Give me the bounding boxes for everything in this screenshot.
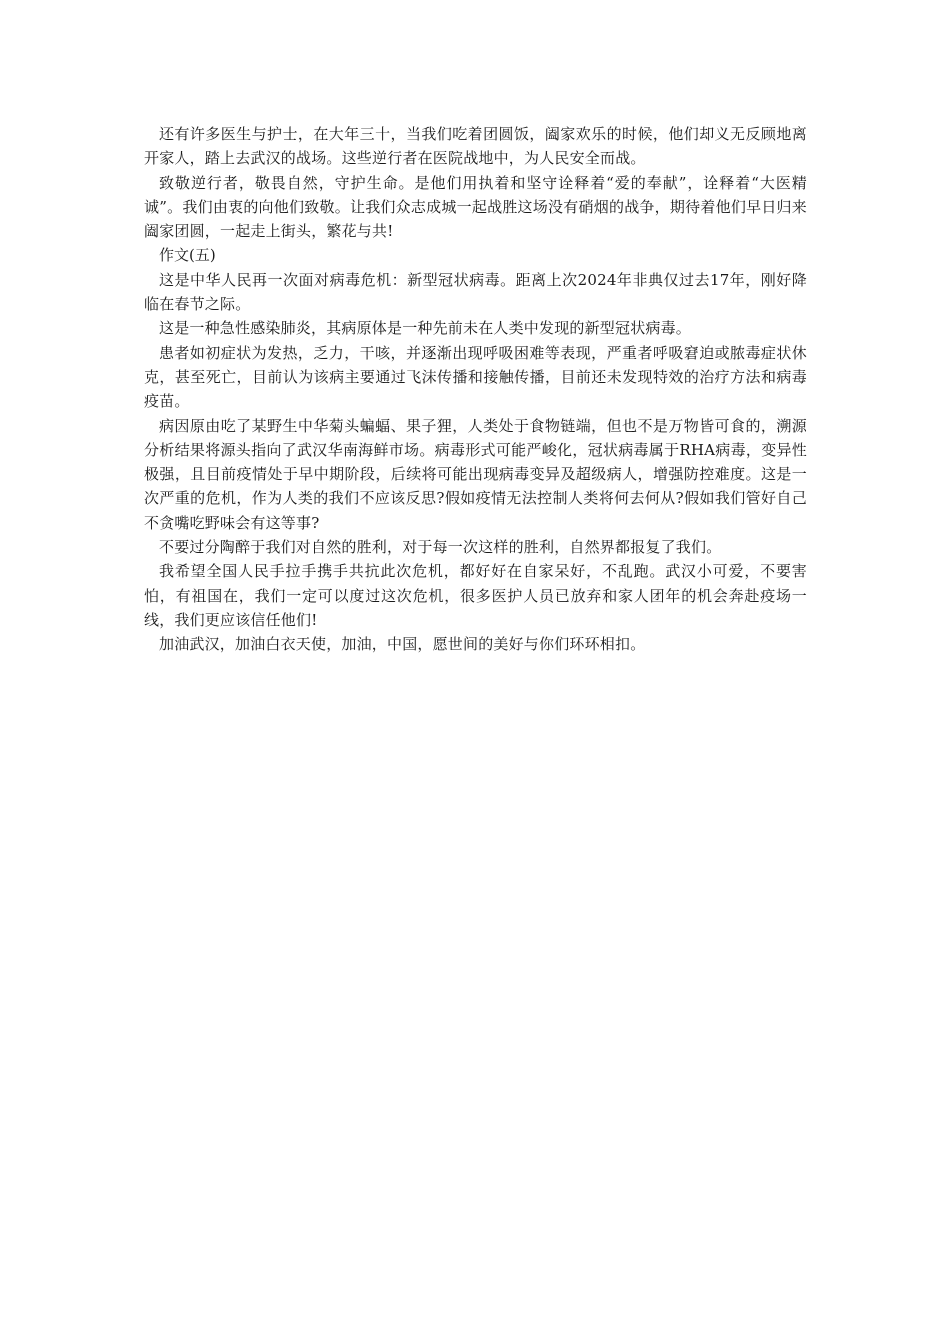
paragraph-8: 我希望全国人民手拉手携手共抗此次危机，都好好在自家呆好，不乱跑。武汉小可爱，不要害怕，有祖国在，我们一定可以度过这次危机，很多医护人员已放弃和家人团年的机会奔赴疫场一线，我们更应该信任他们! [144, 562, 807, 629]
paragraph-9: 加油武汉，加油白衣天使，加油，中国，愿世间的美好与你们环环相扣。 [159, 635, 646, 654]
paragraph-1: 还有许多医生与护士，在大年三十，当我们吃着团圆饭，阖家欢乐的时候，他们却义无反顾地离开家人，踏上去武汉的战场。这些逆行者在医院战地中，为人民安全而战。 [144, 125, 807, 168]
paragraph-5: 患者如初症状为发热，乏力，干咳，并逐渐出现呼吸困难等表现，严重者呼吸窘迫或脓毒症状休克，甚至死亡，目前认为该病主要通过飞沫传播和接触传播，目前还未发现特效的治疗方法和病毒疫苗。 [144, 343, 807, 411]
essay-heading-5: 作文(五) [159, 246, 216, 265]
paragraph-2: 致敬逆行者，敬畏自然，守护生命。是他们用执着和坚守诠释着“爱的奉献”，诠释着“大医精诚”。我们由衷的向他们致敬。让我们众志成城一起战胜这场没有硝烟的战争，期待着他们早日归来阖家团圆，一起走上街头，繁花与共! [144, 173, 807, 241]
paragraph-3: 这是中华人民再一次面对病毒危机：新型冠状病毒。距离上次2024年非典仅过去17年，刚好降临在春节之际。 [144, 270, 807, 314]
paragraph-7: 不要过分陶醉于我们对自然的胜利，对于每一次这样的胜利，自然界都报复了我们。 [159, 538, 722, 557]
paragraph-6: 病因原由吃了某野生中华菊头蝙蝠、果子狸，人类处于食物链端，但也不是万物皆可食的，溯源分析结果将源头指向了武汉华南海鲜市场。病毒形式可能严峻化，冠状病毒属于RHA病毒，变异性极强，且目前疫情处于早中期阶段，后续将可能出现病毒变异及超级病人，增强防控难度。这是一次严重的危机，作为人类的我们不应该反思?假如疫情无法控制人类将何去何从?假如我们管好自己不贪嘴吃野味会有这等事? [144, 416, 807, 532]
essay-body [144, 122, 807, 657]
paragraph-4: 这是一种急性感染肺炎，其病原体是一种先前未在人类中发现的新型冠状病毒。 [159, 319, 692, 338]
